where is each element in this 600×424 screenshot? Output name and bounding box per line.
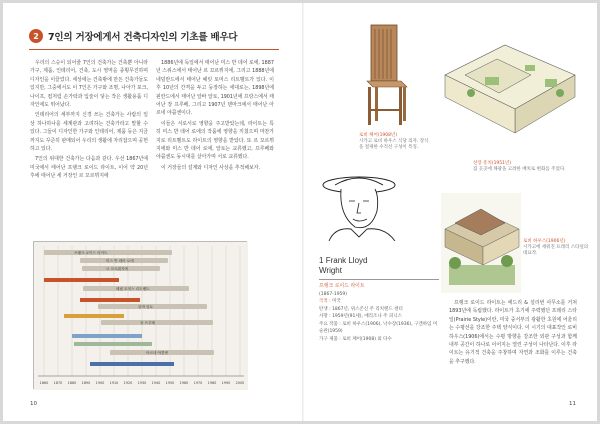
axis-tick: 1860 bbox=[39, 381, 49, 385]
timeline-bar-label: 장 프루베 bbox=[140, 321, 156, 325]
timeline-bar-label: 프랭크 로이드 라이트 bbox=[74, 251, 108, 255]
bio-country-label: 국적 : bbox=[319, 299, 331, 304]
chapter-number-badge: 2 bbox=[29, 29, 43, 43]
timeline-bar-label: 아르네 야콥센 bbox=[146, 351, 168, 355]
architect-last-name: Wright bbox=[319, 266, 342, 275]
axis-tick: 1970 bbox=[193, 381, 203, 385]
bio-country: 미국 bbox=[332, 299, 341, 304]
bio-row: 사망 : 1959년(91세), 애리조나 주 피닉스 bbox=[319, 314, 402, 319]
robie-caption-title: 로비 하우스(1906년) bbox=[523, 239, 566, 244]
house-caption-body: 집 곳곳에 채광을 고려한 배치로 변화를 주었다. bbox=[473, 166, 566, 172]
robie-caption-body: 시카고에 세워진 프레리 스타일의 대표작. bbox=[523, 244, 589, 256]
axis-tick: 1920 bbox=[123, 381, 133, 385]
architect-number: 1 bbox=[319, 256, 324, 265]
page-number-left: 10 bbox=[30, 401, 37, 407]
paragraph: 7인의 위대한 건축가는 다음과 같다. 우선 1867년에 미국에서 태어난 프랭크 로이드 라이트, 이어 약 20년 후에 태어난 세 거장인 르 꼬르뷔지에 bbox=[30, 156, 148, 180]
bio-country-row bbox=[319, 298, 439, 306]
robie-house-sketch bbox=[441, 193, 521, 293]
architect-timeline bbox=[33, 241, 247, 389]
timeline-bar bbox=[44, 250, 172, 255]
header-rule bbox=[29, 49, 279, 50]
timeline-bar-label: 미스 반 데어 로에 bbox=[106, 259, 134, 263]
paragraph: 인테리어의 세부까지 신경 쓰는 건축가는 사람의 일상 하나하나를 세계관과 고려하는 건축가라고 말할 수 있다. 그들이 디자인한 가구와 인테리어, 제품 등은 지금까지도 꾸준히 판매되어 우리의 생활에 자리잡으며 공헌하고 있다. bbox=[30, 112, 148, 153]
architect-bio bbox=[319, 283, 439, 343]
book-spread bbox=[3, 3, 597, 421]
paragraph: 1886년에 독일에서 태어난 미스 반 데어 로에, 1887년 스위스에서 태어난 르 꼬르뷔지에, 그리고 1888년에 네덜란드에서 태어난 헤릿 토머스 리트벨트가 있다. 이후 10년의 간격을 두고 등장하는 세대로는, 1898년에 핀란드에서 태어난 알바 알토, 1901년에 프랑스에서 태어난 장 프루베, 그리고 1907년 덴마크에서 태어난 아르네 야콥센이다. bbox=[156, 60, 274, 117]
right-text-column bbox=[449, 299, 577, 368]
name-rule bbox=[319, 279, 439, 280]
bio-heading: 프랭크 로이드 라이트 bbox=[319, 283, 365, 289]
axis-tick: 1940 bbox=[151, 381, 161, 385]
axis-tick: 1960 bbox=[179, 381, 189, 385]
page-number-right: 11 bbox=[569, 401, 576, 407]
paragraph: 이 거장들의 설계와 디자인 사상을 추적해보자. bbox=[161, 164, 261, 171]
axis-tick: 1950 bbox=[165, 381, 175, 385]
robie-chair-illustration bbox=[363, 23, 409, 128]
paragraph: 이들은 서로서로 영향을 주고받았는데, 라이트는 특히 미스 반 데어 로에의 작품에 영향을 끼쳤으며 마찬가지로 리트벨트도 라이트의 영향을 받았다. 또 르 꼬르뷔지에와 미스 반 데어 로에, 알토는 교류했고, 프루베와 야콥센도 동시대를 살아가며 서로 교류했다. bbox=[156, 120, 274, 161]
robie-caption bbox=[523, 239, 593, 256]
page-gutter bbox=[302, 3, 304, 421]
architect-first-name: Frank Lloyd bbox=[325, 256, 368, 265]
timeline-bar-label: 알바 알토 bbox=[138, 305, 154, 309]
chair-caption-body: 시카고 로비 하우스 식당 의자. 장식을 절제한 수직선 구성이 특징. bbox=[359, 138, 429, 150]
axis-tick: 1980 bbox=[207, 381, 217, 385]
house-caption-title: 선랑 흥치(1951년) bbox=[473, 161, 512, 166]
house-plan-illustration bbox=[435, 35, 585, 145]
left-text-column-1 bbox=[30, 59, 148, 183]
bio-row: 주요 작품 : 로비 하우스(1906), 낙수장(1936), 구겐하임 미술관(1959) bbox=[319, 321, 438, 334]
chair-caption-title: 로비 체어(1908년) bbox=[359, 133, 398, 138]
axis-tick: 1900 bbox=[95, 381, 105, 385]
axis-tick: 1990 bbox=[221, 381, 231, 385]
chapter-title: 7인의 거장에게서 건축디자인의 기초를 배우다 bbox=[48, 32, 238, 43]
bio-years: (1867-1959) bbox=[319, 291, 348, 297]
paragraph: 프랭크 로이드 라이트는 에드리 & 설리번 사무소를 거쳐 1893년에 독립했다. 라이트가 초기에 주력했던 프레리 스타일(Prairie Style)이란, 미국 중서부의 광활한 초원에 어울리는 수평선을 강조한 주택 양식이다. 이 시기의 대표작인 로비 하우스(1906)에서는 수평 방향을 강조한 외관 구성과 함께 내부 공간이 하나로 이어지는 열린 구성이 나타난다. 이후 라이트는 유기적 건축을 주창하며 자연과 조화를 이루는 건축을 추구했다. bbox=[449, 300, 577, 365]
axis-tick: 1870 bbox=[53, 381, 63, 385]
timeline-chart bbox=[34, 242, 248, 390]
timeline-bar bbox=[101, 320, 213, 325]
left-text-column-2 bbox=[156, 59, 274, 174]
paragraph: 우리의 스승이 되어줄 7인의 건축가는 건축뿐 아니라 가구, 제품, 인테리어, 건축, 도시 영역을 종횡무진하며 디자인을 이끌었다. 세상에는 건축밖에 만든 건축가들도 있지만, 그중에서도 이 7인은 가구와 조명, 나아가 포크, 나이프, 컵처럼 손가락과 입술이 닿는 작은 생활용품 디자인에도 뛰어났다. bbox=[30, 60, 148, 109]
chapter-header bbox=[29, 23, 299, 49]
wright-portrait-sketch bbox=[315, 171, 407, 241]
axis-tick: 1880 bbox=[67, 381, 77, 385]
chair-caption bbox=[359, 133, 431, 150]
timeline-bar-label: 헤릿 토머스 리트벨트 bbox=[116, 287, 150, 291]
axis-tick: 1910 bbox=[109, 381, 119, 385]
bio-row: 탄생 : 1867년, 위스콘신 주 리치랜드 센터 bbox=[319, 306, 403, 312]
axis-tick: 1890 bbox=[81, 381, 91, 385]
timeline-bar-label: 르 꼬르뷔지에 bbox=[106, 267, 128, 271]
bio-row: 가구 제품 : 로비 체어(1908) 외 다수 bbox=[319, 336, 392, 342]
axis-tick: 1930 bbox=[137, 381, 147, 385]
architect-name bbox=[319, 256, 367, 276]
house-caption bbox=[473, 161, 583, 173]
axis-tick: 2000 bbox=[235, 381, 245, 385]
